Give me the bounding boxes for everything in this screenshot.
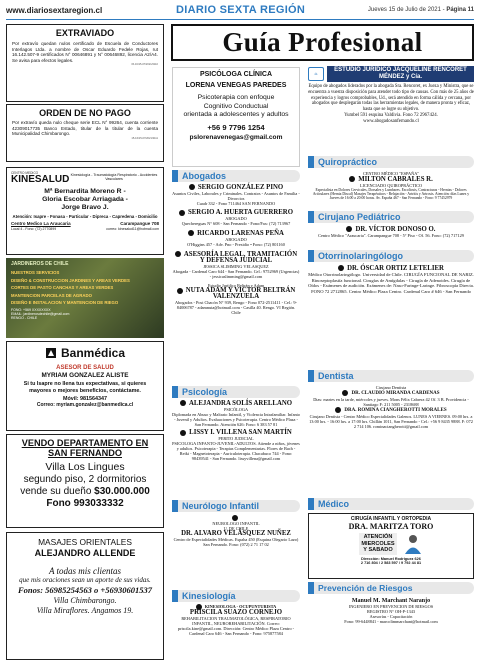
orden-no-pago-notice (6, 104, 164, 162)
jardineros-city: RENGO - CHILE (11, 315, 38, 320)
orden-title: ORDEN DE NO PAGO (39, 108, 131, 118)
doctor-icon (403, 533, 423, 555)
banmedica-correo[interactable]: Correo: myriam.gonzalez@banmedica.cl (36, 402, 134, 408)
banmedica-movil: Móvil: 981564347 (62, 396, 108, 402)
psico-name: LORENA VENEGAS PAREDES (185, 82, 287, 89)
vendo-title: VENDO DEPARTAMENTO EN SAN FERNANDO (21, 438, 149, 458)
vendo-depto-ad (6, 434, 164, 528)
masajes-line1: A todas mis clientas (48, 566, 122, 576)
estudio-title: ESTUDIO JURÍDICO JACQUELINE RENCORET MÉNDEZ y Cía. (327, 66, 474, 82)
medico-attention: ATENCIÓN MIERCOLES Y SABADO (361, 534, 395, 554)
abogado-entry-5: Estudio Jurídico Beltrán y Adam NUTA ADAM Y VICTOR BELTRÁN VALENZUELA Abogados - Post Chacón N° 939, Rengo - Fono 072-2511411 - Cel.: 9-84006787 - adamnuta@hotmail.com - Casilla 40. Rengo. VI Región. Chile (175, 282, 297, 316)
jardineros-email[interactable]: EMAIL: jardinerosdechile@gmail.com (11, 311, 70, 316)
section-psicologia: Psicología (172, 386, 300, 398)
medico-address: Dirección: Manuel Rodriguez 626 (361, 557, 421, 561)
masajes-name: ALEJANDRO ALLENDE (34, 548, 136, 558)
banmedica-logo: Banmédica (60, 346, 126, 360)
page-header (6, 4, 474, 20)
abogado-entry-3: RICARDO LARENAS PEÑA ABOGADO O'Higgins 457 - Adv. Pno - Presidio • Fono: (72) 801160 (187, 229, 285, 247)
site-url[interactable]: www.diariosextaregion.cl (6, 6, 103, 15)
kinesalud-logo: KINESALUD (11, 174, 70, 185)
extraviado-body: Por extravío quedan nulos certificado de Escuela de Conductores Interlagos Ltda. a nombre de Oscar Eduardo Fedele Rojas, rut 16.142.507-9 certificados N° 00646891 y N° 00646892, licencia A2/A4. Se avisa para efectos legales. (12, 41, 158, 63)
banmedica-role: ASESOR DE SALUD (56, 365, 114, 371)
section-kinesiologia: Kinesiología (172, 590, 300, 602)
jardineros-services: NUESTROS SERVICIOS DISEÑO & CONSTRUCCION JARDINES Y AREAS VERDES CORTES DE PASTO CANCHAS Y AREAS VERDES MANTENCION PARCELAS DE AGRADO DISEÑO E INSTALACION Y MANTENCION DE RIEGO (11, 270, 130, 306)
kinesiologia-entry: KINESIOLOGA - OCUPUNTURISTA PRISCILA SUAZO CORNEJO REHABILITACION TRAUMATOLÓGICA, RESPIRATORIO INFANTIL, NEUROREHABILITACIÓN. Correo: priscila.kine@gmail.com. Dirección: Centro Médico Plaza Centro - Cardenal Caro 646 - San Fernando - Fono: 975877584 (177, 604, 295, 637)
guia-profesional-title: Guía Profesional (171, 24, 474, 61)
psico-lines: Psicoterapia con enfoque Cognitivo Conductual orientada a adolescentes y adultos (183, 94, 289, 119)
riesgos-entry: Manuel M. Marchant Naranjo INGENIERO EN PREVENCION DE RIESGOS REGISTRO N° OH-P-1343 Asesorías - Capacitación Fono: 99-6448841 - marcolimmarchant@hotmail.com (344, 598, 438, 625)
medico-sub: CIRUGÍA INFANTIL Y ORTOPEDIA (350, 516, 432, 522)
medico-ad (308, 513, 474, 579)
psicologia-entry-1: ALEJANDRA SOLÍS ARELLANO PSICÓLOGA Diplomada en Abuso y Maltrato Infantil, y Violencia Intrafamiliar. Infanto - Juvenil y Adultos. Evaluaciones y Psicoterapia. Centro Médico Plaza - San Fernando. Atención 626: Fono: 6 383 57 81 (172, 399, 300, 427)
section-neurologo: Neurólogo Infantil (172, 500, 300, 512)
banmedica-ad (6, 341, 164, 431)
estudio-logo-icon: ⚖ (308, 67, 324, 81)
abogado-entry-1: SERGIO GONZÁLEZ PINO Asuntos Civiles, Laborales y Criminales. Contratos - Asuntos de Familia - Divorcios Cuadr 332 - Fono 711464 SAN FERNANDO (172, 183, 300, 206)
extraviado-title: EXTRAVIADO (55, 28, 115, 38)
estudio-web[interactable]: www.abogadosanfernando.cl (363, 119, 419, 125)
newspaper-title: DIARIO SEXTA REGIÓN (176, 4, 306, 16)
banmedica-text: Si tu Isapre no llena tus expectativas, si quieres mayores o mejores beneficios, contáctame. (23, 381, 147, 394)
masajes-line5: Villa Miraflores. Angamos 19. (36, 606, 134, 615)
orden-ref: 15-16/15-07/2021/3111 (131, 136, 158, 140)
kinesalud-centro: Centro Medico La Araucaria (11, 221, 71, 226)
estudio-body: Equipo de abogados liderados por la abogada Sra. Rencoret, ex Jueza y Ministra, que se encuentra a vuestra disposición para atender todo tipo de causas. Con más de 25 años de experiencia y logros comprobables, Ud., será atendido en forma cálida y cercana, por abogados que desplegarán todas las herramientas legales, de manera pronta y eficaz, hasta que se logre su objetivo. (308, 84, 474, 113)
kinesalud-ad (6, 167, 164, 255)
otorrino-entry: DR. ÓSCAR ORTIZ LETELIER Médico Otorrinolaringólogo. Universidad de Chile. CIRUGÍA FUNCIONAL DE NARIZ. Rinoseptoplastía funcional. Cirugías de Amígdalas - Cirugía de Adenoides. Cirugía de Oídos - Exámenes de audición. Exámenes de: Naso-Faringe-Laringe. Fibroscopía Directa. FONO 72 2712865. Centro Médico Plaza Centro. Cardenal Caro # 646 - San Fernando (308, 264, 474, 295)
abogado-entry-4: ASESORÍA LEGAL, TRAMITACIÓN Y DEFENSA JUDICIAL JESSICA SLIMMING VELASQUEZ Abogada - Cardenal Caro 644 - San Fernando. Cel.: 9752969 (Urgencias) - jessicaslimming@gmail.com (172, 250, 300, 279)
psicologia-list (172, 400, 300, 496)
masajes-title: MASAJES ORIENTALES (38, 537, 132, 547)
psicologia-entry-2: LISSY I. VILLENA SAN MARTÍN PERITO JUDICIAL PSICOLOGA INFANTO-JUVENIL-ADULTOS. Atiende a niños, jóvenes y adultos. Psicoterapia - Terapias Complementarias. Flores de Bach - Reiki - Magnetoterapia - Auriculoterapia. Chacabuco 744 - Fono: 98439541 - San Fernando. lissyvillena@gmail.com (172, 429, 300, 462)
extraviado-ref: 15-16/15-07/2021/3110 (131, 63, 158, 67)
kinesalud-area: Atención: Isapre - Fonasa - Particular - Dipreca - Capredena - Domicilio (12, 214, 158, 219)
kinesalud-local: Local 4 - Fono: (72) 2770899 (11, 227, 57, 231)
vendo-line1: Villa Los Lingues (45, 461, 125, 473)
masajes-line2: que mis oraciones sean un aporte de sus vidas. (19, 576, 151, 584)
vendo-line2: segundo piso, 2 dormitorios (23, 474, 147, 485)
jardineros-title: JARDINEROS DE CHILE (11, 261, 69, 267)
jardineros-contact: FONO: +569 XXXXXXXX (11, 307, 51, 312)
estudio-juridico-ad (308, 66, 474, 154)
section-cirujano-pediatrico: Cirujano Pediátrico (308, 211, 474, 223)
masajes-ad (6, 532, 164, 660)
section-dentista: Dentista (308, 370, 474, 382)
dentista-entry: Cirujano Dentista DR. CLAUDIO MIRANDA CARDENAS Dias: martes en la tarde, miércoles y jueves. Mons Félix Cabrera 42 Of. 3 B. Providencia - Santiago F: 211 5005 - 2318688 DRA. ROMINA CIANGHEROTTI MORALES Cirujano Dentista - Centro Médico Especialidades Galenos. LUNES A VIERNES. 09:00 hrs. a 13:00 hrs. - 16:00 hrs. a 17:00 hrs. Chillán 1011, San Fernando - Cel.: +56 9 8435 9888. F: 072 2 714 106. rominaciangherotti@gmail.com (309, 385, 473, 430)
section-quiropractico: Quiropráctico (308, 156, 474, 168)
section-riesgos: Prevención de Riesgos (308, 582, 474, 594)
banmedica-name: MYRIAM GONZALEZ ALISTE (41, 372, 129, 379)
kinesalud-correo[interactable]: correo: kinesalud11@hotmail.com (106, 227, 159, 231)
pediatrico-entry: DR. VÍCTOR DONOSO O. Centro Médico "Araucaria". Carampangue 708 - 5° Piso - Of. 56. Fono: (72) 717129 (318, 225, 464, 238)
jardineros-ad (6, 258, 164, 338)
neurologo-entry: NEUROLOGO INFANTIL U. DE CHILE DR. ALVARO VELÁSQUEZ NUÑEZ Centro de Especialidades Médicas. Espaha 450 (Esquina Olegario Lazo) San Fernando. Fono: (072) 2 71 17 02 (172, 515, 300, 555)
psicologa-ad (172, 67, 300, 167)
quiropractico-entry: CENTRO MÉDICO "ESPAÑA" MILTON CABRALES R. LICENCIADO QUIROPRÁCTICO Especialista en Dolores Cervicales, Dorsales y Lumbares. Escoliosis, Contracturas - Hernias - Dolores Articulares (Hernia Discal) Masajes Terapéuticos - Relajación - Artritis y Artrosis. Atención: días Lunes y Jueves de 16:00 a 20:00 horas. Av. España 467 - San Fernando - Fono: 9 77452979 (312, 171, 470, 201)
medico-phone: 2 716 804 / 2 583 597 / 9 792 44 81 (360, 561, 422, 565)
masajes-phones: Fonos: 56985254563 o +56930601537 (17, 585, 152, 595)
psico-email[interactable]: pslorenavenegas@gmail.com (189, 133, 283, 141)
vendo-line3: vende su dueño $30.000.000 (20, 486, 150, 497)
estudio-contact: Yumbel 591 esquina Valdivia. Fono 72 2967424. (344, 112, 438, 118)
banmedica-logo-icon (45, 347, 57, 359)
masajes-line4: Villa Chimbarongo. (53, 596, 117, 605)
kinesalud-address: Carampangue 708 (120, 221, 159, 226)
kinesalud-logo-top: CENTRO MEDICO (11, 171, 39, 175)
psico-phone: +56 9 7796 1254 (207, 122, 265, 132)
orden-body: Por extravío queda nulo cheque serie ECL N° 99264, cuenta corriente 42309017735 Banco Estado, titular de la titular de la cuenta Municipalidad Chimbarongo. (12, 120, 158, 137)
kinesalud-names: Mª Bernardita Moreno R - Gloria Escobar Arriagada - Jorge Bravo J. (42, 188, 128, 211)
section-medico: Médico (308, 498, 474, 510)
abogado-entry-2: SERGIO A. HUERTA GUERRERO ABOGADO Quechereguas N° 608 - San Fernando - Fono/Fax: (72) 713967 (172, 210, 300, 227)
abogados-list (172, 184, 300, 380)
section-abogados: Abogados (172, 170, 300, 182)
extraviado-notice (6, 24, 164, 102)
vendo-phone: Fono 993033332 (46, 498, 124, 509)
page-date: Jueves 15 de Julio de 2021 - Página 11 (367, 7, 474, 13)
psico-title: PSICÓLOGA CLÍNICA (199, 71, 273, 78)
kinesalud-services: Kinesiología - Traumatología Respiratorio - Accidentes Vasculares (70, 173, 158, 182)
medico-name: DRA. MARITZA TORO (348, 522, 434, 531)
section-otorrino: Otorrinolaringólogo (308, 250, 474, 262)
